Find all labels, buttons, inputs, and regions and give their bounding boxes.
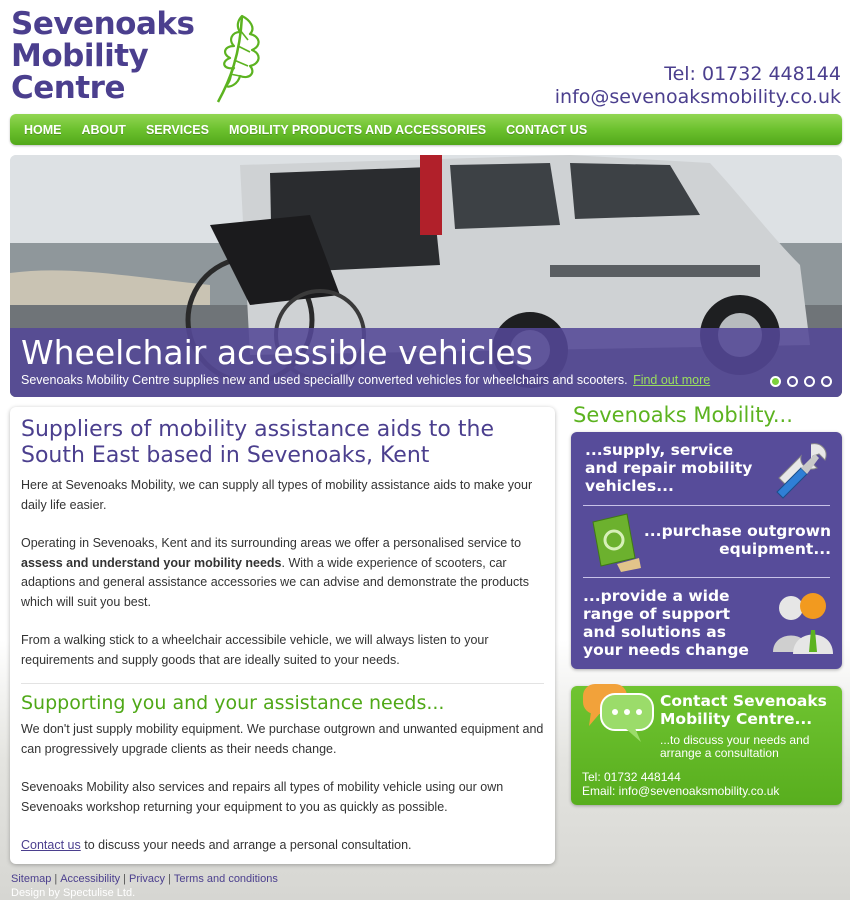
- footer-separator: |: [168, 873, 171, 885]
- logo[interactable]: [11, 8, 194, 104]
- recycle-icon: [583, 508, 645, 574]
- footer-link-terms[interactable]: Terms and conditions: [173, 873, 278, 885]
- promo-separator: [583, 577, 830, 578]
- promo-separator: [583, 505, 830, 506]
- hero-slider[interactable]: [10, 155, 842, 397]
- page-heading: Suppliers of mobility assistance aids to the South East based in Sevenoaks, Kent: [21, 417, 494, 468]
- hero-title: Wheelchair accessible vehicles: [21, 333, 533, 372]
- hero-text: [21, 373, 710, 387]
- chat-bubbles-icon: [579, 682, 657, 752]
- intro-paragraph: Here at Sevenoaks Mobility, we can supply all types of mobility assistance aids to make your daily life easier.: [21, 478, 533, 512]
- site-header: [0, 0, 850, 112]
- footer-link-accessibility[interactable]: Accessibility: [60, 873, 121, 885]
- design-credit[interactable]: Design by Spectulise Ltd.: [11, 887, 136, 899]
- header-phone: Tel: 01732 448144: [664, 63, 841, 85]
- promo-box: [571, 432, 842, 669]
- footer-link-sitemap[interactable]: Sitemap: [11, 873, 52, 885]
- promo-purchase-text[interactable]: ...purchase outgrown equipment...: [643, 522, 831, 558]
- footer-separator: |: [123, 873, 126, 885]
- footer-links: [11, 872, 278, 886]
- oak-leaf-icon: [210, 10, 266, 106]
- service-text-bold: assess and understand your mobility needs: [21, 555, 282, 570]
- logo-line: Sevenoaks: [11, 6, 195, 42]
- sidebar-title: Sevenoaks Mobility...: [573, 403, 793, 427]
- find-out-more-link[interactable]: Find out more: [633, 373, 711, 387]
- main-content: [10, 407, 555, 864]
- sub-heading: Supporting you and your assistance needs...: [21, 692, 445, 714]
- workshop-paragraph: Sevenoaks Mobility also services and repairs all types of mobility vehicle using our own Sevenoaks workshop returning your equipment to you as quickly as possible.: [21, 780, 504, 814]
- logo-line: Centre: [11, 70, 125, 106]
- header-contact: [555, 63, 841, 109]
- main-nav: [10, 114, 842, 145]
- footer-separator: |: [54, 873, 58, 885]
- purchase-paragraph: We don't just supply mobility equipment. We purchase outgrown and unwanted equipment and can progressively upgrade clients as their needs change.: [21, 722, 544, 756]
- logo-line: Mobility: [11, 38, 149, 74]
- service-text-start: Operating in Sevenoaks, Kent and its surrounding areas we offer a personalised service to: [21, 536, 522, 550]
- header-email[interactable]: info@sevenoaksmobility.co.uk: [554, 86, 841, 108]
- contact-box-subtitle: ...to discuss your needs and arrange a consultation: [660, 733, 810, 760]
- nav-services[interactable]: SERVICES: [145, 122, 209, 137]
- nav-products[interactable]: MOBILITY PRODUCTS AND ACCESSORIES: [228, 122, 487, 137]
- hero-description: Sevenoaks Mobility Centre supplies new and used speciallly converted vehicles for wheelchairs and scooters.: [21, 373, 628, 387]
- slide-dot-4[interactable]: [821, 376, 832, 387]
- nav-contact[interactable]: CONTACT US: [506, 122, 588, 137]
- hero-caption: [10, 328, 842, 397]
- divider: [21, 683, 544, 684]
- tools-icon: [771, 438, 833, 500]
- service-text-end: . With a wide experience of scooters, car adaptions and general assistance accessories we can advise and demonstrate the products which will suit you best.: [21, 555, 529, 609]
- contact-box-phone: Tel: 01732 448144: [582, 770, 681, 784]
- slide-dot-2[interactable]: [787, 376, 798, 387]
- slide-dot-3[interactable]: [804, 376, 815, 387]
- listen-paragraph: From a walking stick to a wheelchair accessibile vehicle, we will always listen to your requirements and supply goods that are ideally suited to your needs.: [21, 633, 489, 667]
- site-footer: [11, 872, 278, 900]
- promo-service-text[interactable]: ...supply, service and repair mobility vehicles...: [585, 441, 753, 495]
- people-icon: [769, 590, 833, 654]
- nav-home[interactable]: HOME: [24, 122, 62, 137]
- contact-us-link[interactable]: Contact us: [21, 838, 81, 852]
- footer-link-privacy[interactable]: Privacy: [128, 873, 166, 885]
- slide-indicators: [770, 376, 832, 387]
- contact-paragraph: [21, 836, 544, 856]
- contact-text: to discuss your needs and arrange a personal consultation.: [80, 838, 412, 852]
- promo-support-text[interactable]: ...provide a wide range of support and solutions as your needs change: [583, 587, 749, 659]
- contact-box-title: Contact Sevenoaks Mobility Centre...: [660, 692, 827, 728]
- contact-box[interactable]: [571, 686, 842, 805]
- nav-about[interactable]: ABOUT: [81, 122, 126, 137]
- contact-box-email[interactable]: Email: info@sevenoaksmobility.co.uk: [582, 784, 780, 798]
- slide-dot-1[interactable]: [770, 376, 781, 387]
- service-paragraph: [21, 534, 544, 612]
